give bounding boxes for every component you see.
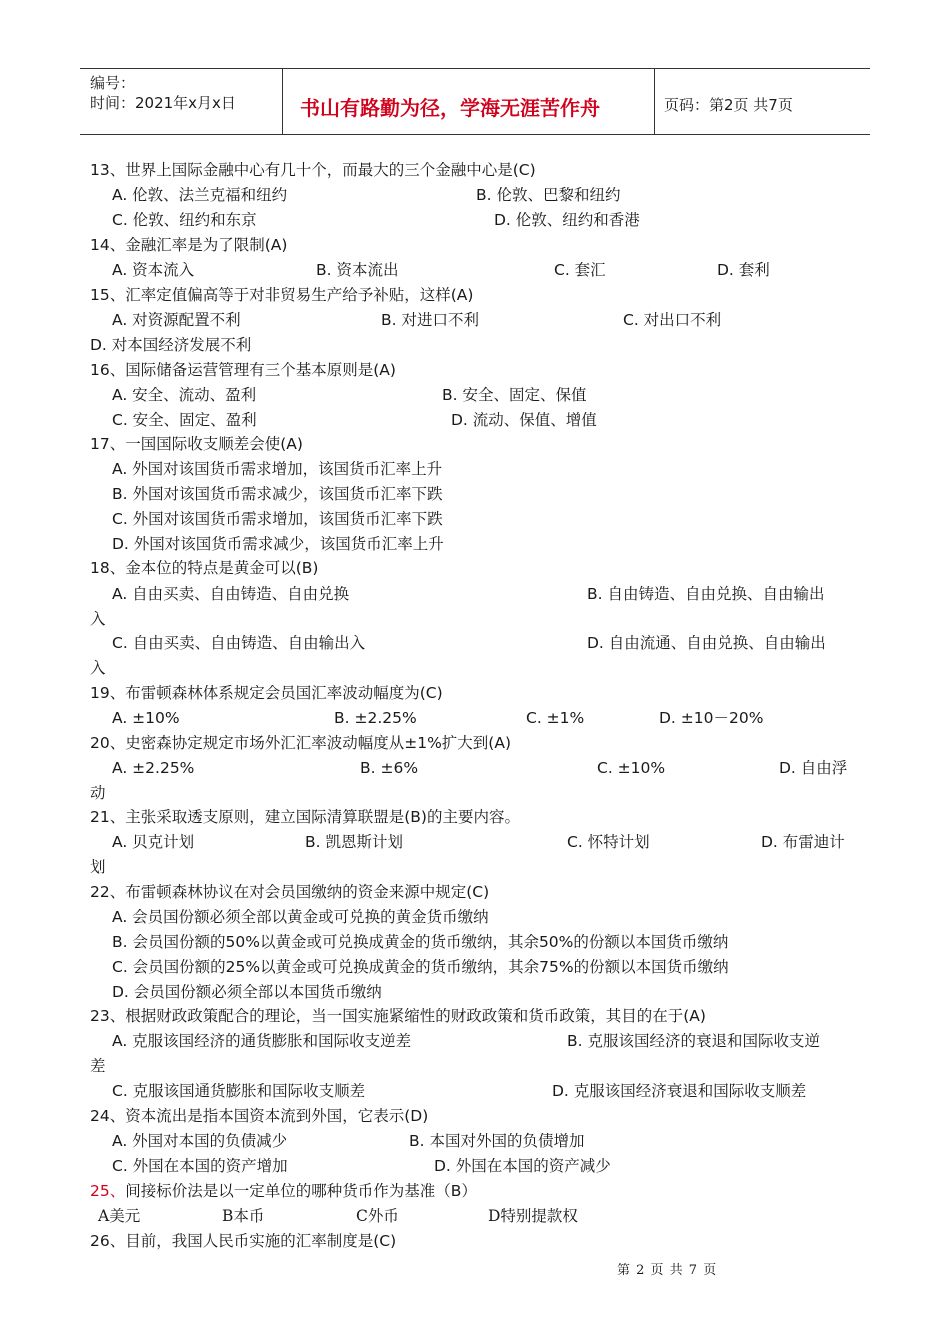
page-footer: 第 2 页 共 7 页 [617, 1263, 718, 1278]
option: B. 资本流出 [316, 261, 399, 279]
option: D. 套利 [717, 261, 770, 279]
option: B. 对进口不利 [381, 311, 479, 329]
option: B. 克服该国经济的衰退和国际收支逆 [567, 1032, 820, 1050]
option: A. ±10% [112, 709, 180, 727]
option: A. 克服该国经济的通货膨胀和国际收支逆差 [112, 1032, 412, 1050]
option: D. 对本国经济发展不利 [90, 336, 252, 354]
option: D特别提款权 [488, 1207, 578, 1225]
question-stem: 13、世界上国际金融中心有几十个，而最大的三个金融中心是(C) [90, 161, 536, 179]
option: B. ±2.25% [334, 709, 417, 727]
option: A. 贝克计划 [112, 833, 195, 851]
header-motto: 书山有路勤为径，学海无涯苦作舟 [300, 96, 600, 120]
option: C. 安全、固定、盈利 [112, 411, 257, 429]
option: C. 会员国份额的25%以黄金或可兑换成黄金的货币缴纳，其余75%的份额以本国货币缴纳 [112, 958, 729, 976]
option: C外币 [356, 1207, 399, 1225]
header-divider-right [654, 68, 655, 135]
option: D. 会员国份额必须全部以本国货币缴纳 [112, 983, 382, 1001]
option: A. 外国对该国货币需求增加，该国货币汇率上升 [112, 460, 443, 478]
question-stem: 21、主张采取透支原则，建立国际清算联盟是(B)的主要内容。 [90, 808, 520, 826]
option: B. 外国对该国货币需求减少，该国货币汇率下跌 [112, 485, 443, 503]
option: D. 克服该国经济衰退和国际收支顺差 [552, 1082, 807, 1100]
option: D. 外国对该国货币需求减少，该国货币汇率上升 [112, 535, 444, 553]
question-stem: 16、国际储备运营管理有三个基本原则是(A) [90, 361, 396, 379]
option: A. 外国对本国的负债减少 [112, 1132, 288, 1150]
question-stem: 23、根据财政政策配合的理论，当一国实施紧缩性的财政政策和货币政策，其目的在于(A) [90, 1007, 706, 1025]
option-wrap: 入 [90, 659, 106, 677]
option: D. 自由浮 [779, 759, 848, 777]
option: A. ±2.25% [112, 759, 195, 777]
question-stem: 22、布雷顿森林协议在对会员国缴纳的资金来源中规定(C) [90, 883, 490, 901]
question-stem: 19、布雷顿森林体系规定会员国汇率波动幅度为(C) [90, 684, 443, 702]
option: D. 自由流通、自由兑换、自由输出 [587, 634, 826, 652]
option: C. 伦敦、纽约和东京 [112, 211, 257, 229]
option: D. ±10－20% [659, 709, 764, 727]
option: A. 安全、流动、盈利 [112, 386, 257, 404]
option-wrap: 差 [90, 1057, 106, 1075]
option: B. 会员国份额的50%以黄金或可兑换成黄金的货币缴纳，其余50%的份额以本国货币缴纳 [112, 933, 729, 951]
question-stem: 14、金融汇率是为了限制(A) [90, 236, 288, 254]
code-label: 编号： [90, 74, 136, 92]
option: D. 流动、保值、增值 [451, 411, 597, 429]
option: C. ±10% [597, 759, 666, 777]
question-text: 间接标价法是以一定单位的哪种货币作为基准（B） [125, 1182, 477, 1200]
time-label: 时间：2021年x月x日 [90, 94, 236, 112]
option: C. ±1% [526, 709, 585, 727]
header-divider-left [282, 68, 283, 135]
question-stem: 17、一国国际收支顺差会使(A) [90, 435, 303, 453]
option: B. 自由铸造、自由兑换、自由输出 [587, 585, 825, 603]
option: A. 对资源配置不利 [112, 311, 241, 329]
option: C. 套汇 [554, 261, 606, 279]
option: C. 怀特计划 [567, 833, 650, 851]
question-stem [90, 1181, 477, 1201]
option: B. 伦敦、巴黎和纽约 [476, 186, 621, 204]
question-number: 25、 [90, 1182, 126, 1200]
option: A美元 [98, 1207, 141, 1225]
header-bottom-border [80, 134, 870, 135]
question-stem: 20、史密森协定规定市场外汇汇率波动幅度从±1%扩大到(A) [90, 734, 511, 752]
option: A. 会员国份额必须全部以黄金或可兑换的黄金货币缴纳 [112, 908, 489, 926]
option: D. 布雷迪计 [761, 833, 845, 851]
question-stem: 26、目前，我国人民币实施的汇率制度是(C) [90, 1232, 397, 1250]
option: B. 凯恩斯计划 [305, 833, 403, 851]
question-stem: 24、资本流出是指本国资本流到外国，它表示(D) [90, 1107, 429, 1125]
option: D. 外国在本国的资产减少 [434, 1157, 611, 1175]
question-stem: 18、金本位的特点是黄金可以(B) [90, 559, 319, 577]
option: C. 外国在本国的资产增加 [112, 1157, 288, 1175]
option: B. 本国对外国的负债增加 [409, 1132, 585, 1150]
header-top-border [80, 68, 870, 69]
question-stem: 15、汇率定值偏高等于对非贸易生产给予补贴，这样(A) [90, 286, 474, 304]
option: D. 伦敦、纽约和香港 [494, 211, 640, 229]
option: B本币 [222, 1207, 265, 1225]
option: C. 外国对该国货币需求增加，该国货币汇率下跌 [112, 510, 443, 528]
option: C. 克服该国通货膨胀和国际收支顺差 [112, 1082, 366, 1100]
option-wrap: 动 [90, 784, 106, 802]
option: A. 伦敦、法兰克福和纽约 [112, 186, 288, 204]
option-wrap: 划 [90, 858, 106, 876]
page-number-label: 页码：第2页 共7页 [664, 96, 793, 114]
option: C. 对出口不利 [623, 311, 722, 329]
option: B. ±6% [360, 759, 419, 777]
option: C. 自由买卖、自由铸造、自由输出入 [112, 634, 366, 652]
option-wrap: 入 [90, 610, 106, 628]
option: A. 自由买卖、自由铸造、自由兑换 [112, 585, 350, 603]
option: B. 安全、固定、保值 [442, 386, 587, 404]
option: A. 资本流入 [112, 261, 195, 279]
